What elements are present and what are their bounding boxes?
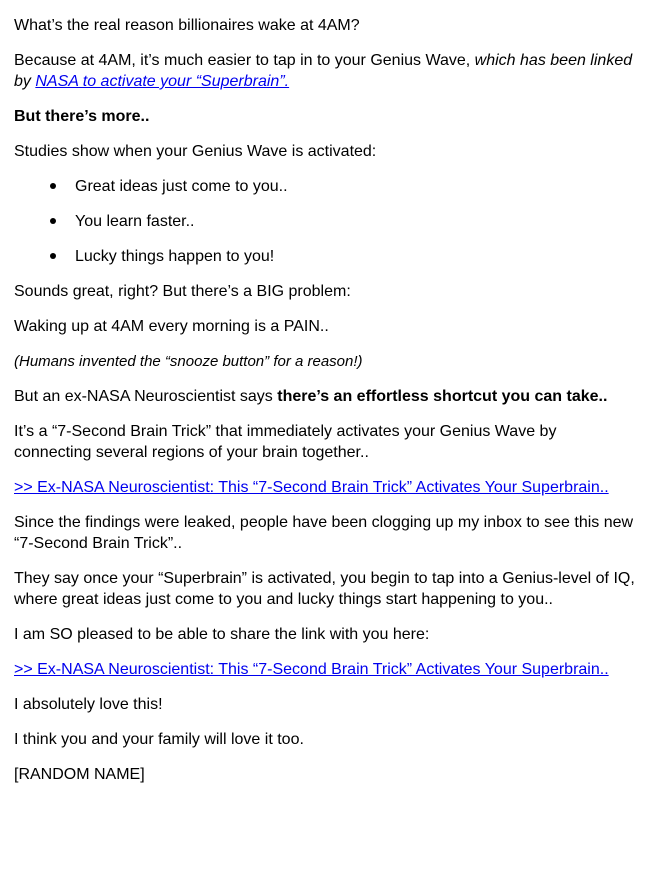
text-segment: Since the findings were leaked, people have been clogging up my inbox to see this new “7-Second Brain Trick”..: [14, 514, 634, 552]
text-segment: I think you and your family will love it too.: [14, 731, 304, 748]
text-segment: which has been linked by: [14, 52, 633, 90]
paragraph: [14, 477, 637, 498]
list-item: [75, 211, 637, 232]
paragraph: [14, 316, 637, 337]
email-content: [14, 15, 637, 785]
paragraph: [14, 50, 637, 92]
note-paragraph: [14, 351, 637, 372]
text-segment: What’s the real reason billionaires wake at 4AM?: [14, 17, 360, 34]
text-segment: Studies show when your Genius Wave is activated:: [14, 143, 377, 160]
paragraph: [14, 141, 637, 162]
paragraph: [14, 624, 637, 645]
list-item-text: You learn faster..: [75, 213, 195, 230]
text-segment: [RANDOM NAME]: [14, 766, 145, 783]
text-segment: Sounds great, right? But there’s a BIG problem:: [14, 283, 351, 300]
paragraph: [14, 729, 637, 750]
list-item-text: Great ideas just come to you..: [75, 178, 288, 195]
paragraph: [14, 281, 637, 302]
paragraph: [14, 694, 637, 715]
paragraph: [14, 659, 637, 680]
paragraph: [14, 421, 637, 463]
paragraph: [14, 15, 637, 36]
nasa-superbrain-link[interactable]: NASA to activate your “Superbrain”.: [35, 73, 290, 90]
text-segment: there’s an effortless shortcut you can take..: [277, 388, 608, 405]
text-segment: It’s a “7-Second Brain Trick” that immediately activates your Genius Wave by connecting several regions of your brain together..: [14, 423, 557, 461]
brain-trick-cta-link-2[interactable]: >> Ex-NASA Neuroscientist: This “7-Second Brain Trick” Activates Your Superbrain..: [14, 661, 609, 678]
bullet-list: [14, 176, 637, 267]
paragraph: [14, 512, 637, 554]
text-segment: Waking up at 4AM every morning is a PAIN..: [14, 318, 329, 335]
paragraph: [14, 568, 637, 610]
paragraph: [14, 386, 637, 407]
text-segment: I absolutely love this!: [14, 696, 163, 713]
paragraph: [14, 106, 637, 127]
text-segment: But there’s more..: [14, 108, 150, 125]
text-segment: Because at 4AM, it’s much easier to tap in to your Genius Wave,: [14, 52, 475, 69]
list-item: [75, 176, 637, 197]
list-item-text: Lucky things happen to you!: [75, 248, 275, 265]
text-segment: They say once your “Superbrain” is activated, you begin to tap into a Genius-level of IQ, where great ideas just come to you and lucky things start happening to you..: [14, 570, 635, 608]
text-segment: I am SO pleased to be able to share the link with you here:: [14, 626, 430, 643]
paragraph: [14, 764, 637, 785]
brain-trick-cta-link-1[interactable]: >> Ex-NASA Neuroscientist: This “7-Second Brain Trick” Activates Your Superbrain..: [14, 479, 609, 496]
text-segment: But an ex-NASA Neuroscientist says: [14, 388, 278, 405]
list-item: [75, 246, 637, 267]
text-segment: (Humans invented the “snooze button” for a reason!): [14, 353, 363, 370]
